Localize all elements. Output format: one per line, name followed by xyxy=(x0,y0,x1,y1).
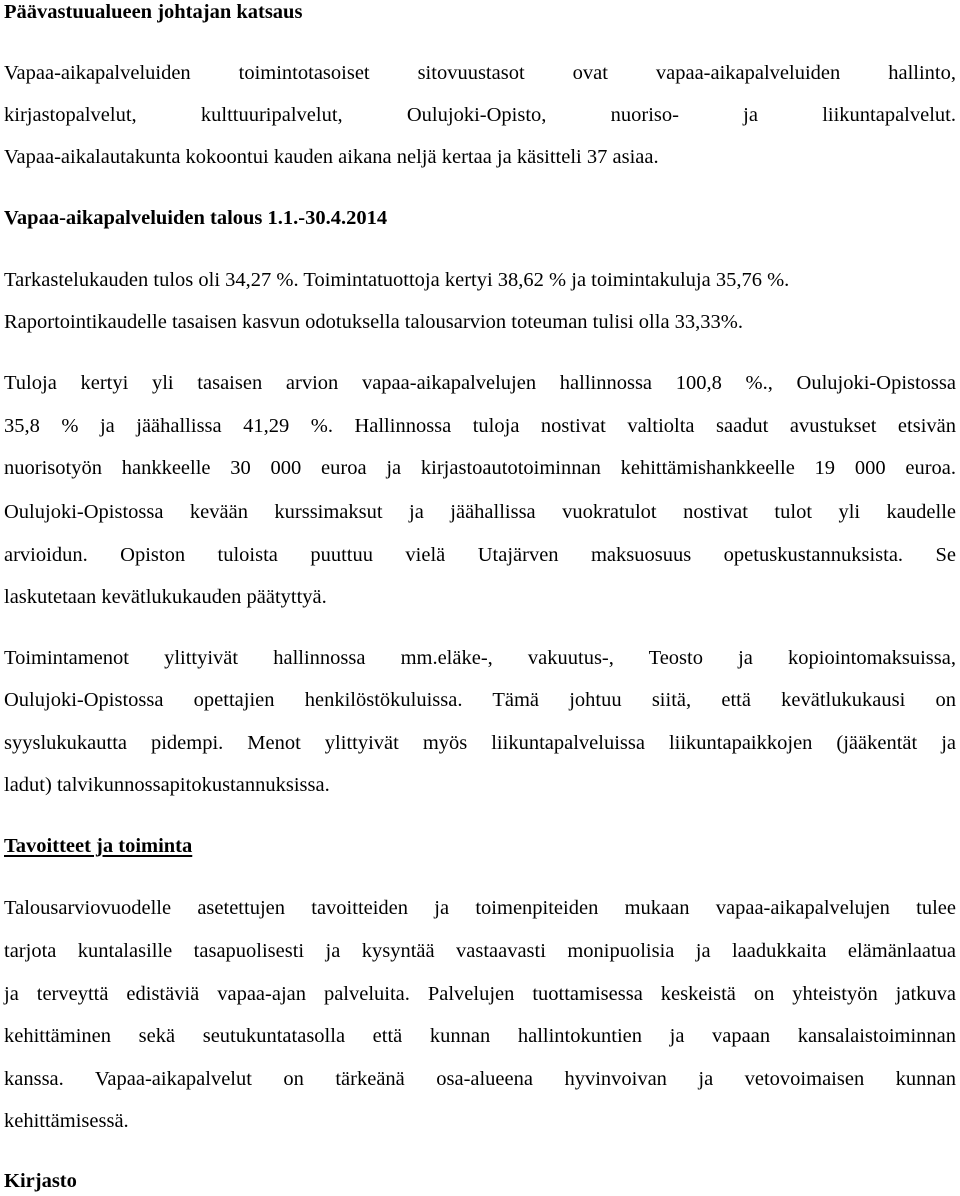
paragraph-line: Tarkastelukauden tulos oli 34,27 %. Toimintatuottoja kertyi 38,62 % ja toimintakuluja 35,76 %. xyxy=(4,269,790,291)
paragraph-line: kehittäminen sekä seutukuntatasolla että kunnan hallintokuntien ja vapaan kansalaistoiminnan xyxy=(4,1025,956,1047)
paragraph-line: kehittämisessä. xyxy=(4,1110,129,1132)
paragraph-line: 35,8 % ja jäähallissa 41,29 %. Hallinnossa tuloja nostivat valtiolta saadut avustukset etsivän xyxy=(4,415,956,437)
page-title: Päävastuualueen johtajan katsaus xyxy=(4,1,303,23)
section-heading-library: Kirjasto xyxy=(4,1170,77,1192)
paragraph-line: Oulujoki-Opistossa kevään kurssimaksut ja jäähallissa vuokratulot nostivat tulot yli kaudelle xyxy=(4,501,956,523)
paragraph-line: Raportointikaudelle tasaisen kasvun odotuksella talousarvion toteuman tulisi olla 33,33%. xyxy=(4,311,744,333)
paragraph-line: ja terveyttä edistäviä vapaa-ajan palveluita. Palvelujen tuottamisessa keskeistä on yhteistyön jatkuva xyxy=(4,983,956,1005)
paragraph-line: Tuloja kertyi yli tasaisen arvion vapaa-aikapalvelujen hallinnossa 100,8 %., Oulujoki-Opistossa xyxy=(4,372,956,394)
paragraph-line: nuorisotyön hankkeelle 30 000 euroa ja kirjastoautotoiminnan kehittämishankkeelle 19 000 euroa. xyxy=(4,457,956,479)
paragraph-line: Talousarviovuodelle asetettujen tavoitteiden ja toimenpiteiden mukaan vapaa-aikapalvelujen tulee xyxy=(4,897,956,919)
paragraph-line: Vapaa-aikalautakunta kokoontui kauden aikana neljä kertaa ja käsitteli 37 asiaa. xyxy=(4,146,659,168)
paragraph-line: ladut) talvikunnossapitokustannuksissa. xyxy=(4,774,330,796)
paragraph-line: kirjastopalvelut, kulttuuripalvelut, Oulujoki-Opisto, nuoriso- ja liikuntapalvelut. xyxy=(4,104,956,126)
paragraph-line: arvioidun. Opiston tuloista puuttuu vielä Utajärven maksuosuus opetuskustannuksista. Se xyxy=(4,544,956,566)
paragraph-line: Vapaa-aikapalveluiden toimintotasoiset sitovuustasot ovat vapaa-aikapalveluiden hallinto, xyxy=(4,62,956,84)
paragraph-line: Toimintamenot ylittyivät hallinnossa mm.eläke-, vakuutus-, Teosto ja kopiointomaksuissa, xyxy=(4,647,956,669)
paragraph-line: syyslukukautta pidempi. Menot ylittyivät myös liikuntapalveluissa liikuntapaikkojen (jääkentät ja xyxy=(4,732,956,754)
paragraph-line: kanssa. Vapaa-aikapalvelut on tärkeänä osa-alueena hyvinvoivan ja vetovoimaisen kunnan xyxy=(4,1068,956,1090)
section-heading-goals: Tavoitteet ja toiminta xyxy=(4,835,193,857)
paragraph-line: laskutetaan kevätlukukauden päätyttyä. xyxy=(4,586,327,608)
paragraph-line: tarjota kuntalasille tasapuolisesti ja kysyntää vastaavasti monipuolisia ja laadukkaita elämänlaatua xyxy=(4,940,956,962)
paragraph-line: Oulujoki-Opistossa opettajien henkilöstökuluissa. Tämä johtuu siitä, että kevätlukukausi on xyxy=(4,689,956,711)
section-heading-finance: Vapaa-aikapalveluiden talous 1.1.-30.4.2014 xyxy=(4,207,388,229)
